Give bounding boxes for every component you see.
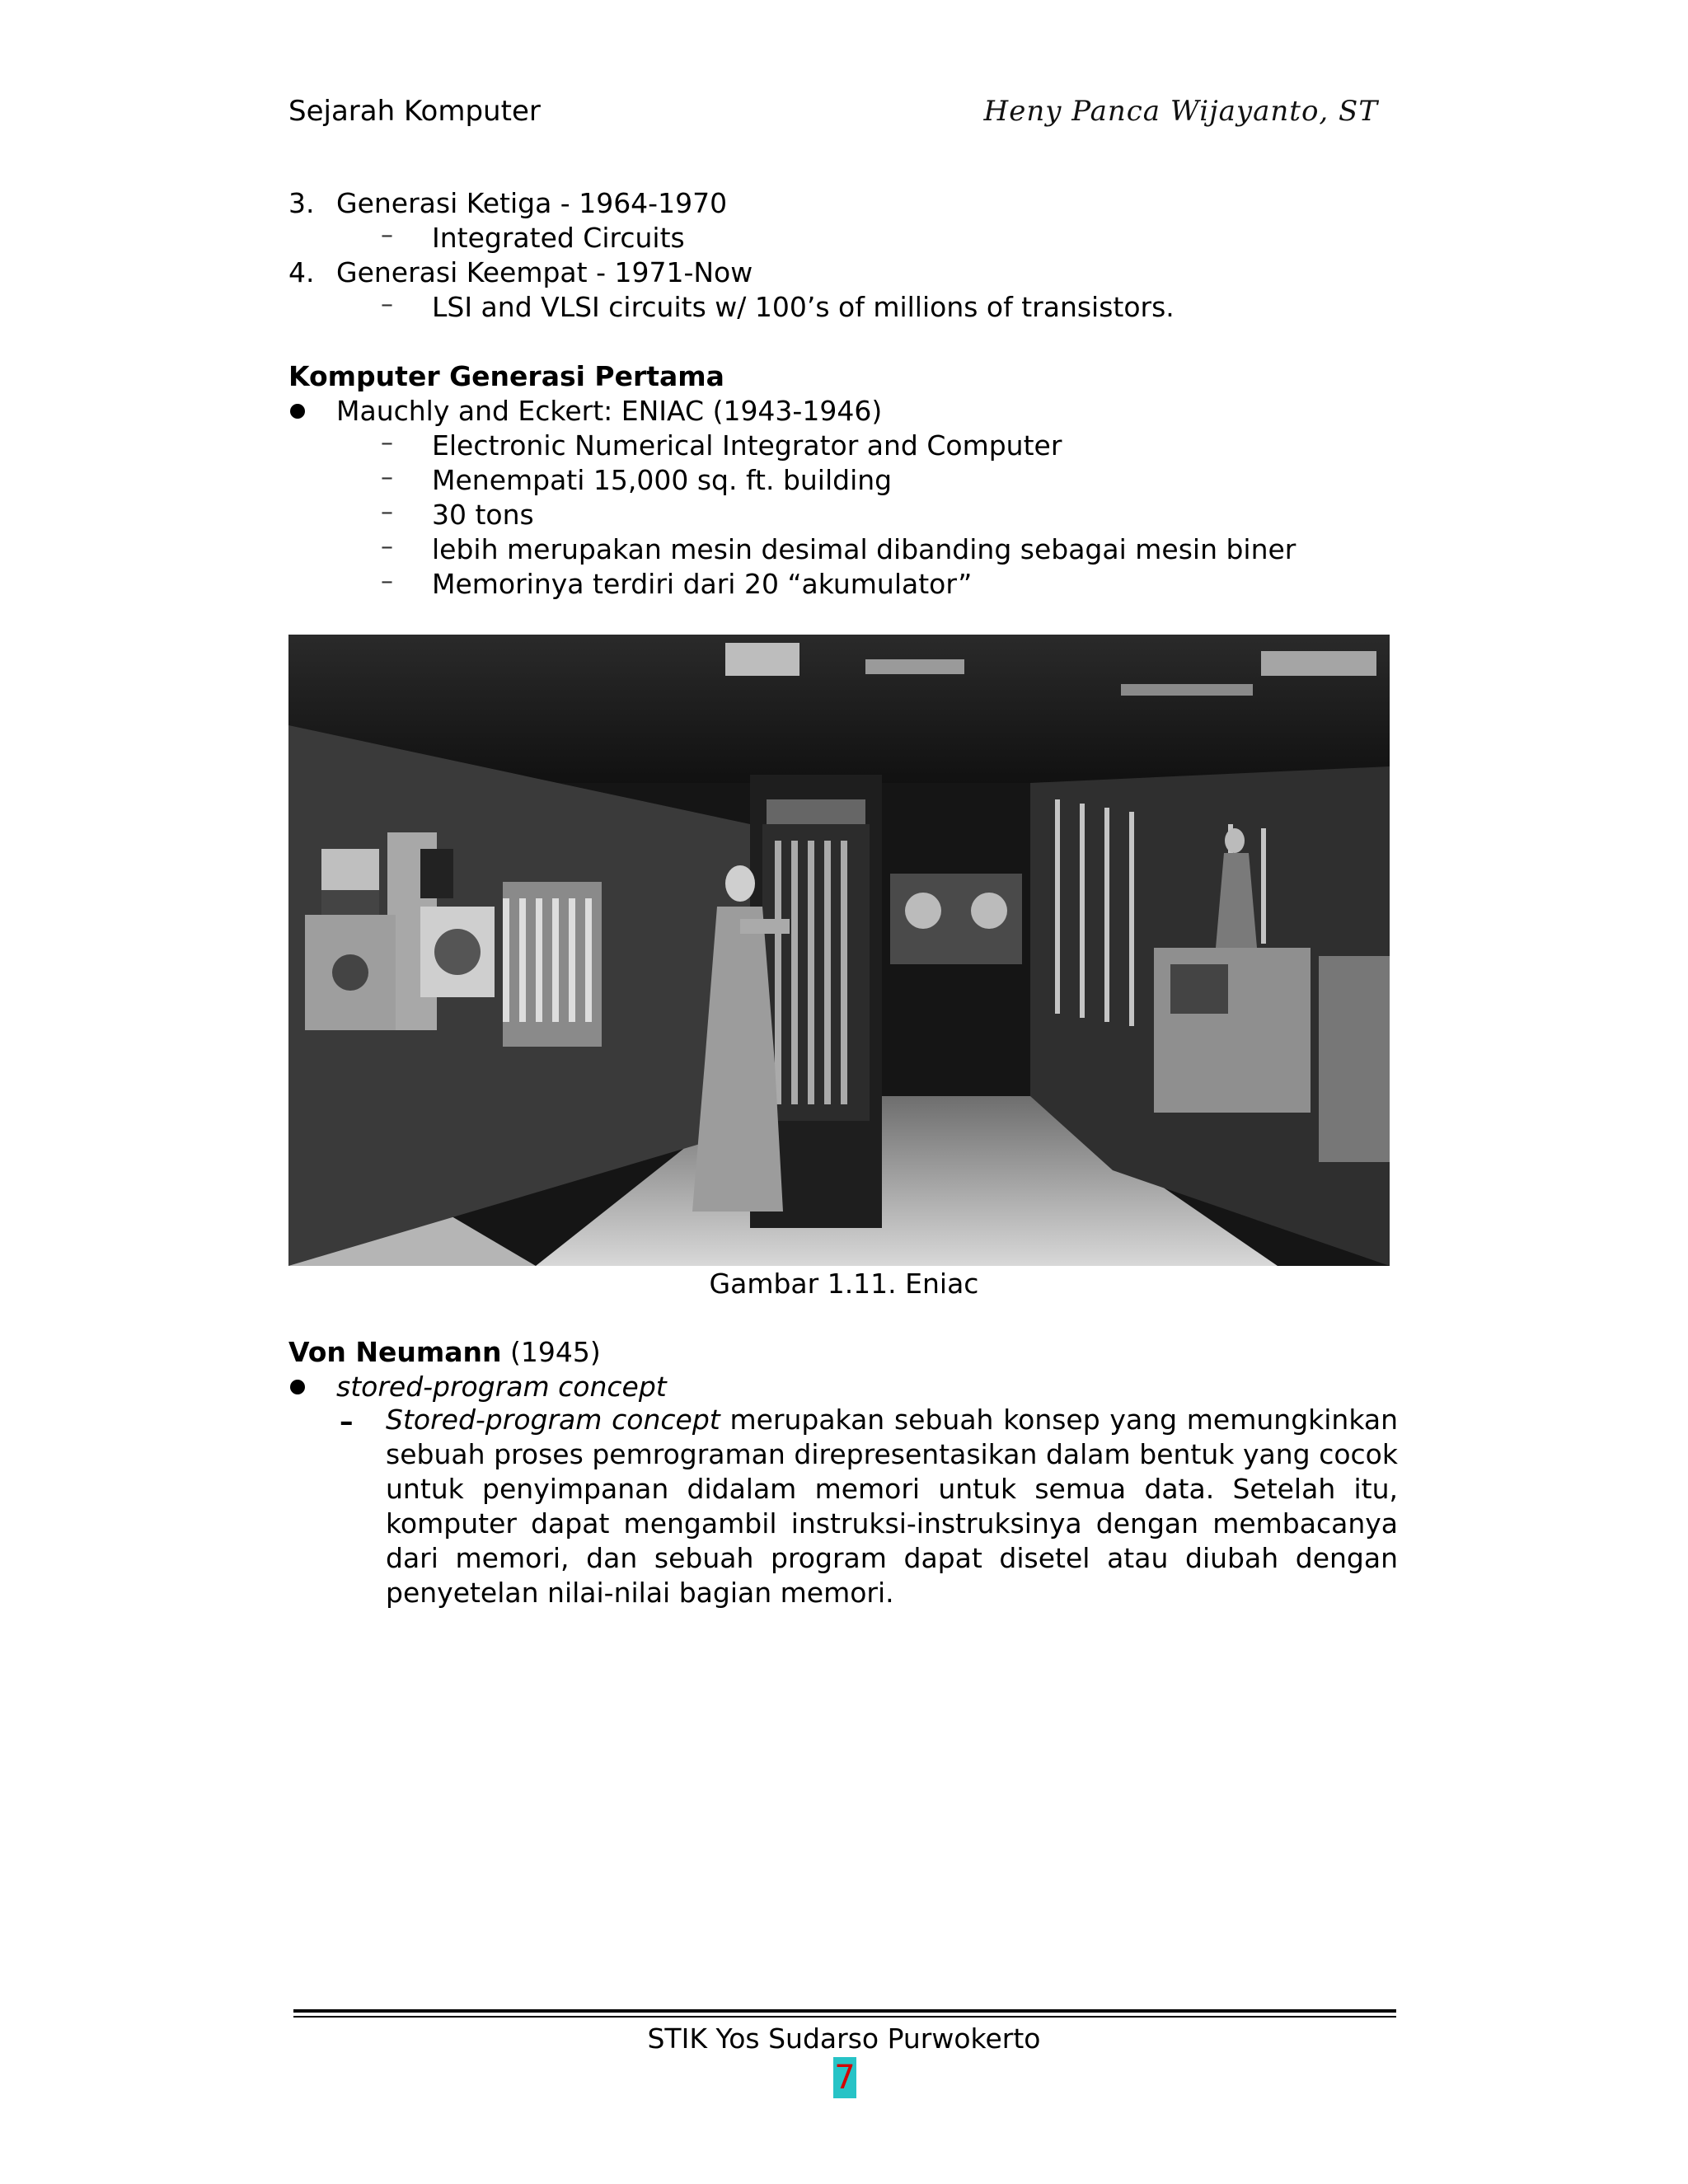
generation-number: 4. (288, 256, 315, 288)
heading-year: (1945) (501, 1336, 601, 1368)
dash-marker: – (381, 290, 393, 319)
dash-marker: – (381, 221, 393, 250)
eniac-subitem: Electronic Numerical Integrator and Computer (432, 429, 1062, 462)
page-number: 7 (834, 2059, 856, 2097)
dash-marker: – (381, 567, 393, 596)
paragraph-italic-term: Stored-program concept (386, 1404, 720, 1436)
eniac-subitem: 30 tons (432, 499, 534, 531)
eniac-photo (288, 635, 1390, 1266)
header-title: Sejarah Komputer (288, 95, 541, 128)
generation-label: Generasi Ketiga - 1964-1970 (336, 187, 728, 219)
footer-rule (293, 2016, 1396, 2018)
dash-marker: – (381, 429, 393, 457)
generation-item-4 (288, 255, 753, 290)
figure-caption: Gambar 1.11. Eniac (709, 1268, 979, 1300)
dash-marker: – (381, 498, 393, 527)
heading-bold: Von Neumann (288, 1336, 502, 1368)
dash-marker: – (381, 532, 393, 561)
eniac-subitem: Menempati 15,000 sq. ft. building (432, 464, 893, 496)
dash-marker: – (381, 463, 393, 492)
generation-number: 3. (288, 187, 315, 219)
eniac-subitem: lebih merupakan mesin desimal dibanding sebagai mesin biner (432, 533, 1296, 565)
eniac-bullet: Mauchly and Eckert: ENIAC (1943-1946) (336, 395, 883, 427)
footer-institution: STIK Yos Sudarso Purwokerto (647, 2022, 1041, 2055)
footer-rule (293, 2009, 1396, 2013)
generation-sub-3: Integrated Circuits (432, 222, 685, 254)
bullet-dot-icon (290, 404, 305, 419)
stored-program-bullet: stored-program concept (336, 1371, 667, 1403)
eniac-subitem: Memorinya terdiri dari 20 “akumulator” (432, 568, 973, 600)
bullet-dot-icon (290, 1380, 305, 1394)
generation-sub-4: LSI and VLSI circuits w/ 100’s of millions of transistors. (432, 291, 1175, 323)
stored-program-paragraph (386, 1403, 1398, 1610)
header-author: Heny Panca Wijayanto, ST (983, 95, 1378, 128)
generation-label: Generasi Keempat - 1971-Now (336, 256, 753, 288)
paragraph-text: merupakan sebuah konsep yang memungkinkan sebuah proses pemrograman direpresentasikan dalam bentuk yang cocok untuk penyimpanan didalam memori untuk semua data. Setelah itu, komputer dapat mengambil instruksi-instruksinya dengan membacanya dari memori, dan sebuah program dapat disetel atau diubah dengan penyetelan nilai-nilai bagian memori. (386, 1404, 1398, 1609)
section-heading-von-neumann (288, 1335, 601, 1370)
section-heading-first-generation: Komputer Generasi Pertama (288, 360, 724, 392)
generation-item-3 (288, 186, 727, 221)
dash-marker: – (340, 1405, 354, 1437)
